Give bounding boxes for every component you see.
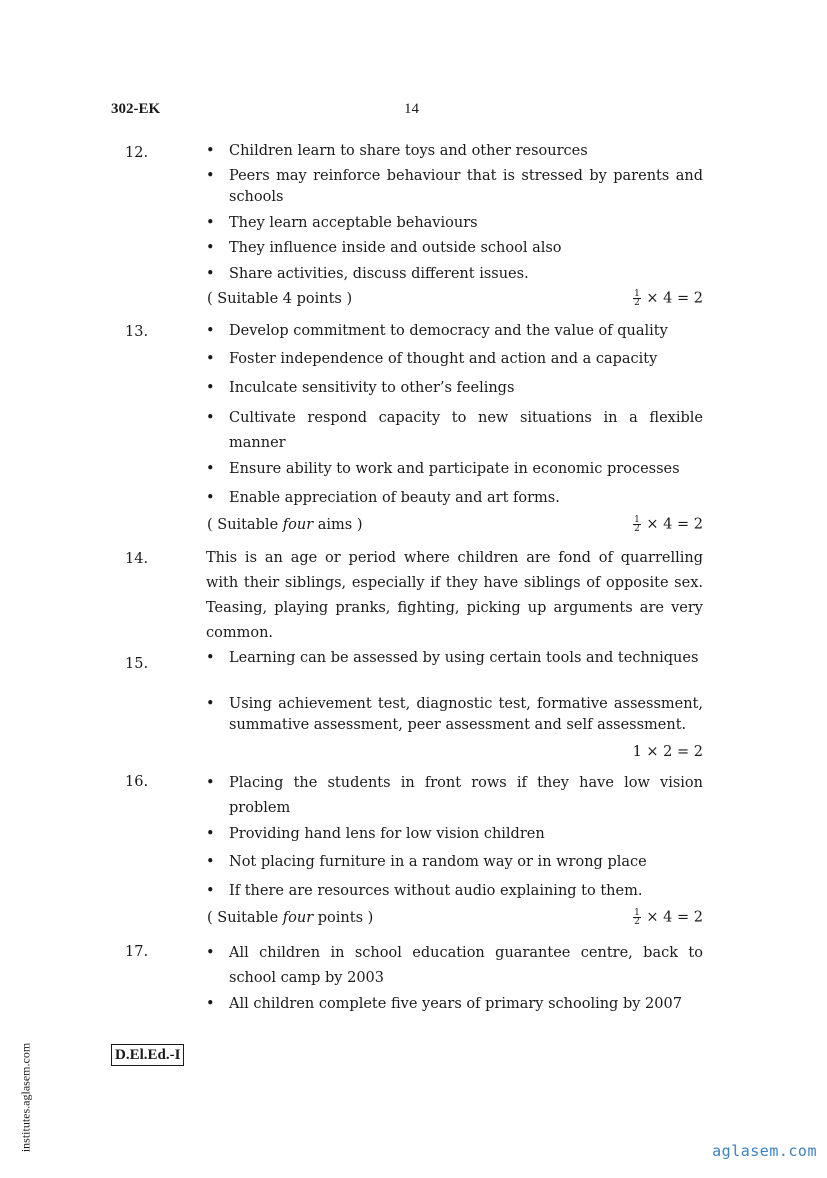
question-number-17: 17. [125,944,149,960]
bullet-item: • Ensure ability to work and participate in economic processes [229,459,703,480]
bullet-item: • Learning can be assessed by using certain tools and techniques [229,648,703,669]
bullet-item: • Using achievement test, diagnostic test, formative assessment, summative assessment, peer assessment and self assessment. [229,694,703,736]
bullet-item: • Placing the students in front rows if they have low vision problem [229,771,703,821]
bullet-item: • Enable appreciation of beauty and art forms. [229,488,703,509]
question-number-13: 13. [125,324,149,340]
bullet-item: • Foster independence of thought and action and a capacity [229,349,703,370]
bullet-item: • Cultivate respond capacity to new situations in a flexible manner [229,406,703,456]
side-watermark: institutes.aglasem.com [18,1042,33,1153]
marks-13: $\frac{1}{2}$ × 4 = 2 [634,515,703,534]
marks-12: $\frac{1}{2}$ × 4 = 2 [634,289,703,308]
bullet-item: • Peers may reinforce behaviour that is stressed by parents and schools [229,166,703,208]
bullet-item: • Children learn to share toys and other resources [229,141,703,162]
half-fraction: $\frac{1}{2}$ [634,289,640,308]
question-number-15: 15. [125,656,149,672]
paper-code: 302-EK [111,101,161,117]
course-label: D.El.Ed.-I [111,1044,184,1066]
brand-watermark[interactable]: aglasem.com [712,1142,817,1160]
marks-15: 1 × 2 = 2 [632,744,703,760]
bullet-item: • All children complete five years of primary schooling by 2007 [229,994,703,1015]
half-fraction: $\frac{1}{2}$ [634,908,640,927]
bullet-item: • Providing hand lens for low vision children [229,824,703,845]
bullet-item: • Not placing furniture in a random way or in wrong place [229,852,703,873]
page-number: 14 [404,101,419,117]
bullet-item: • If there are resources without audio explaining to them. [229,881,703,902]
bullet-item: • Inculcate sensitivity to other’s feelings [229,378,703,399]
suitable-note: ( Suitable four aims ) [207,517,363,533]
bullet-item: • They learn acceptable behaviours [229,213,703,234]
marks-16: $\frac{1}{2}$ × 4 = 2 [634,908,703,927]
half-fraction: $\frac{1}{2}$ [634,515,640,534]
bullet-item: • Share activities, discuss different issues. [229,264,703,285]
answer-14-paragraph: This is an age or period where children are fond of quarrelling with their siblings, especially if they have siblings of opposite sex. Teasing, playing pranks, fighting, picking up arguments are very common. [206,550,703,641]
suitable-note: ( Suitable 4 points ) [207,291,353,307]
bullet-item: • They influence inside and outside school also [229,238,703,259]
question-number-12: 12. [125,145,149,161]
question-number-14: 14. [125,551,149,567]
bullet-item: • All children in school education guarantee centre, back to school camp by 2003 [229,941,703,991]
suitable-note: ( Suitable four points ) [207,910,374,926]
question-number-16: 16. [125,774,149,790]
bullet-item: • Develop commitment to democracy and the value of quality [229,321,703,342]
